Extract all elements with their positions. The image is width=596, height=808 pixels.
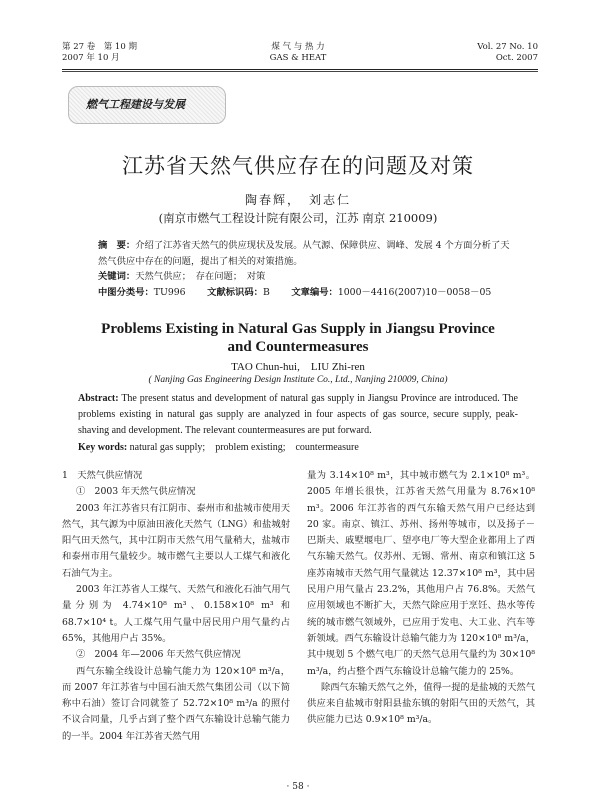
subsection-heading: ① 2003 年天然气供应情况 [75, 486, 196, 498]
subsection-heading: ② 2004 年—2006 年天然气供应情况 [75, 649, 241, 661]
clc-value: TU996 [153, 287, 186, 298]
journal-volume-info-en [477, 42, 538, 64]
affiliation-cn: (南京市燃气工程设计院有限公司，江苏 南京 210009) [158, 211, 438, 225]
abstract-label-en: Abstract: [78, 393, 119, 404]
page-number: · 58 · [286, 782, 310, 792]
paragraph: 除西气东输天然气之外，值得一提的是盐城的天然气供应来自盐城市射阳县盐东镇的射阳气田的天然气，其供应能力已达 0.9×10⁸ m³/a。 [307, 681, 535, 726]
abstract-cn [98, 238, 510, 269]
keywords-label-en: Key words: [78, 442, 128, 453]
keywords-label-cn: 关键词： [98, 271, 136, 282]
article-title-en-line2: and Countermeasures [227, 339, 369, 355]
authors-cn: 陶春辉， 刘志仁 [244, 193, 351, 207]
paragraph: 2003 年江苏省人工煤气、天然气和液化石油气用气量分别为 4.74×10⁸ m³、0.158×10⁸ m³ 和 68.7×10⁴ t。人工煤气用气量中居民用户用气量约占 65%，其他用户占 35%。 [62, 584, 290, 644]
abstract-en [78, 391, 518, 439]
authors-en: TAO Chun-hui, LIU Zhi-ren [231, 361, 365, 373]
article-no-label: 文章编号： [291, 287, 338, 298]
body-column-left [62, 468, 290, 745]
article-title-en [0, 320, 596, 356]
doc-code-value: B [262, 287, 270, 298]
article-title-en-line1: Problems Existing in Natural Gas Supply in Jiangsu Province [101, 321, 495, 337]
issue-date-en: Oct. 2007 [495, 53, 538, 63]
keywords-text-cn: 天然气供应； 存在问题； 对策 [135, 271, 266, 282]
affiliation-en: ( Nanjing Gas Engineering Design Institute Co., Ltd., Nanjing 210009, China) [148, 375, 448, 385]
header-rule-thin [62, 71, 538, 72]
keywords-text-en: natural gas supply; problem existing; countermeasure [129, 442, 359, 453]
journal-name-en: GAS & HEAT [269, 53, 327, 63]
keywords-en [78, 440, 518, 456]
doc-code-label: 文献标识码： [207, 287, 263, 298]
abstract-label-cn: 摘 要： [98, 240, 136, 251]
journal-name-cn: 煤 气 与 热 力 [271, 42, 325, 52]
column-label: 燃气工程建设与发展 [86, 98, 185, 111]
clc-label: 中图分类号： [98, 287, 154, 298]
header-rule [62, 69, 538, 70]
abstract-text-en: The present status and development of natural gas supply in Jiangsu Province are introduced. The problems existing in natural gas supply are analyzed in four aspects of gas source, secure supply, peak-shaving and development. The relevant countermeasures are put forward. [78, 393, 518, 436]
paragraph: 西气东输全线设计总输气能力为 120×10⁸ m³/a，而 2007 年江苏省与中国石油天然气集团公司（以下简称中石油）签订合同就签了 52.72×10⁸ m³/a 的照付不议合同量，几乎占到了整个西气东输设计总输气能力的一半。2004 年江苏省天然气用 [62, 665, 290, 742]
classification-line [98, 285, 510, 301]
volume-issue-en: Vol. 27 No. 10 [477, 42, 538, 52]
issue-date: 2007 年 10 月 [62, 53, 120, 63]
section-heading: 1 天然气供应情况 [62, 470, 143, 481]
paragraph: 2003 年江苏省只有江阴市、泰州市和盐城市使用天然气，其气源为中原油田液化天然气（LNG）和盐城射阳气田天然气，其中江阴市天然气用气量稍大，盐城市和泰州市用气量较少。城市燃气主要以人工煤气和液化石油气为主。 [62, 502, 290, 579]
paragraph: 量为 3.14×10⁸ m³，其中城市燃气为 2.1×10⁸ m³。2005 年增长很快，江苏省天然气用量为 8.76×10⁸ m³。2006 年江苏省的西气东输天然气用户已经达到 20 家。南京、镇江、苏州、扬州等城市，以及扬子－巴斯夫、戚墅堰电厂、望亭电厂等大型企业都用上了西气东输天然气。仅苏州、无锡、常州、南京和镇江这 5 座苏南城市天然气用气量就达 12.37×10⁸ m³，其中居民用户用气量占 23.2%，其他用户占 76.8%。天然气应用领域也不断扩大，天然气除应用于烹饪、热水等传统的城市燃气领域外，已应用于发电、大工业、汽车等新领域。西气东输设计总输气能力为 120×10⁸ m³/a，其中规划 5 个燃气电厂的天然气总用气量约为 30×10⁸ m³/a，约占整个西气东输设计总输气能力的 25%。 [307, 470, 535, 677]
abstract-text-cn: 介绍了江苏省天然气的供应现状及发展。从气源、保障供应、调峰、发展 4 个方面分析了天然气供应中存在的问题，提出了相关的对策措施。 [98, 240, 510, 267]
article-no-value: 1000－4416(2007)10－0058－05 [337, 287, 492, 298]
body-column-right [307, 468, 535, 729]
keywords-cn [98, 269, 510, 285]
volume-issue: 第 27 卷 第 10 期 [62, 42, 137, 52]
article-title-cn: 江苏省天然气供应存在的问题及对策 [122, 154, 474, 178]
